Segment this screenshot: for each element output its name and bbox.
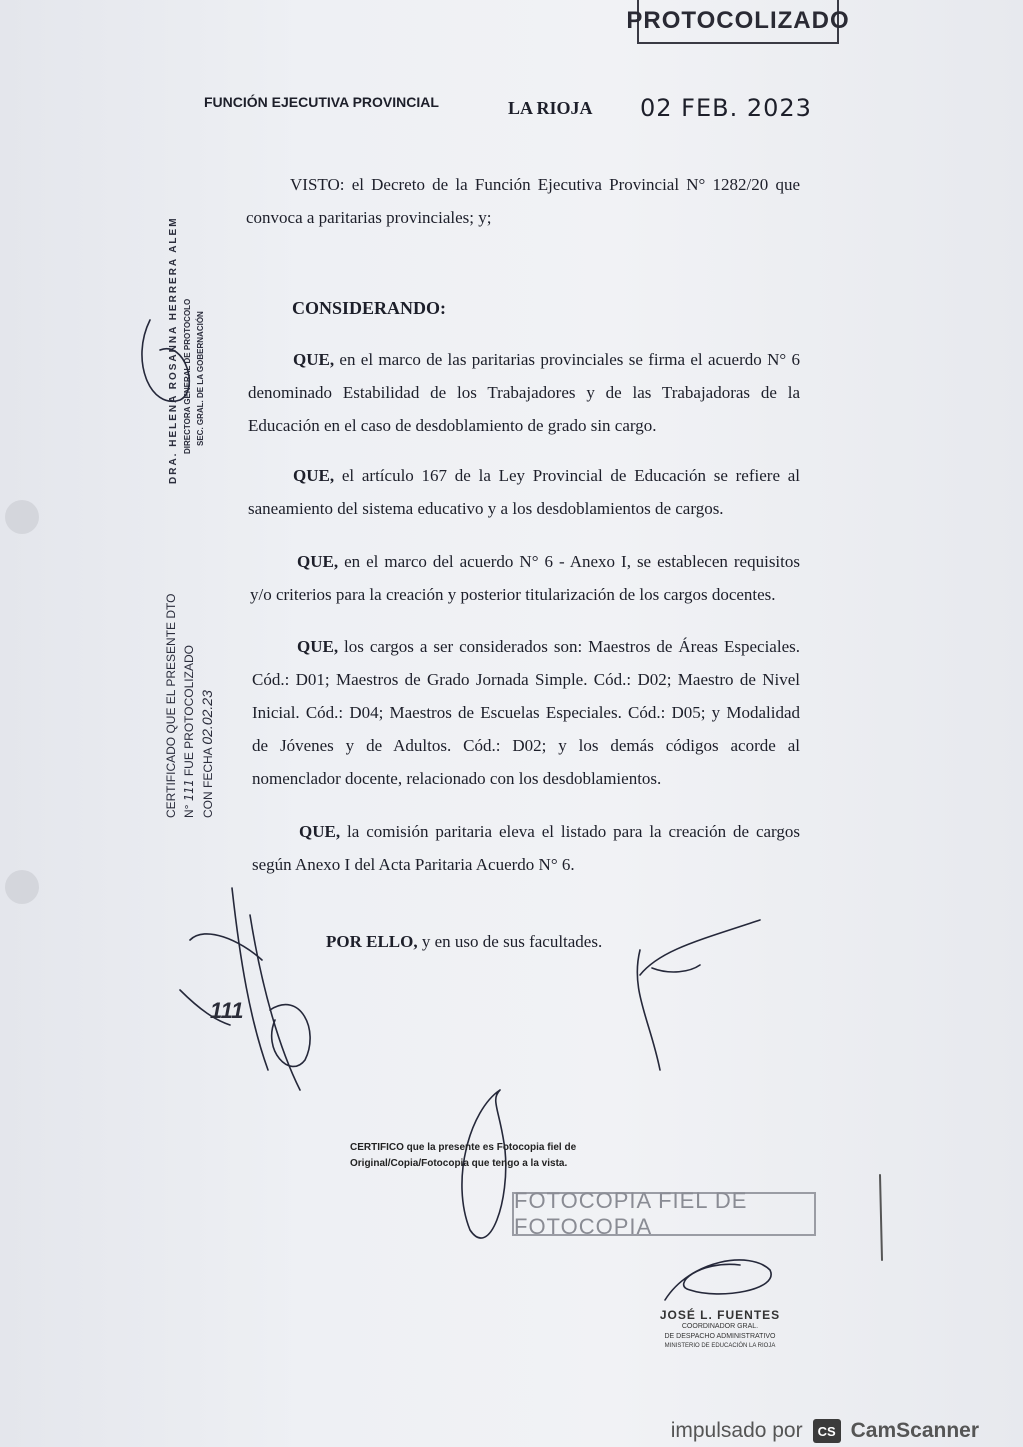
handwritten-number: 111 (210, 998, 244, 1023)
watermark-brand: CamScanner (850, 1419, 979, 1442)
camscanner-logo-icon: CS (813, 1419, 841, 1443)
signer-title3: MINISTERIO DE EDUCACIÓN LA RIOJA (664, 1343, 776, 1349)
right-signature-stroke (637, 950, 660, 1070)
certificado-stamp-line3: CON FECHA 02.02.23 (199, 690, 215, 818)
header-office: FUNCIÓN EJECUTIVA PROVINCIAL (204, 94, 439, 110)
header-city: LA RIOJA (508, 98, 593, 118)
signer-block (640, 1308, 800, 1351)
director-stamp-line1: DRA. HELENA ROSANNA HERRERA ALEM (168, 216, 179, 484)
watermark-text: impulsado por (670, 1419, 803, 1442)
considerando-heading: CONSIDERANDO: (292, 298, 447, 318)
que-paragraph-2: QUE, el artículo 167 de la Ley Provincial de Educación se refiere al saneamiento del sistema educativo y a los desdoblamientos de cargos. (248, 466, 801, 518)
que-paragraph-4: QUE, los cargos a ser considerados son: Maestros de Áreas Especiales. Cód.: D01; Maestros de Grado Jornada Simple. Cód.: D02; Maestro de Nivel Inicial. Cód.: D04; Maestros de Escuelas Especiales. Cód.: D05; y Modalidad de Jóvenes y de Adultos. Cód.: D02; y los demás códigos acorde al nomenclador docente, relacionado con los desdoblamientos. (252, 637, 800, 788)
visto-label: VISTO: (290, 175, 345, 194)
director-stamp-line2: DIRECTORA GENERAL DE PROTOCOLO (183, 298, 192, 454)
notary-certification-stamp: CERTIFICO que la presente es Fotocopia fiel de Original/Copia/Fotocopia que tengo a la vista. (350, 1142, 577, 1169)
certificado-stamp-line2: N° 111 FUE PROTOCOLIZADO (182, 645, 196, 818)
director-stamp-line3: SEC. GRAL. DE LA GOBERNACIÓN (196, 311, 205, 446)
director-signature (142, 320, 189, 401)
fotocopia-fiel-stamp: FOTOCOPIA FIEL DE FOTOCOPIA (512, 1192, 816, 1236)
camscanner-watermark (671, 1419, 979, 1443)
signer-title1: COORDINADOR GRAL. (681, 1323, 759, 1330)
visto-paragraph: VISTO: el Decreto de la Función Ejecutiva Provincial N° 1282/20 que convoca a paritarias provinciales; y; (246, 175, 801, 227)
que-paragraph-3: QUE, en el marco del acuerdo N° 6 - Anexo I, se establecen requisitos y/o criterios para la creación y posterior titularización de los cargos docentes. (250, 552, 800, 604)
signer-title2: DE DESPACHO ADMINISTRATIVO (664, 1333, 776, 1340)
que-paragraph-1: QUE, en el marco de las paritarias provinciales se firma el acuerdo N° 6 denominado Estabilidad de los Trabajadores y de las Trabajadoras de la Educación en el caso de desdoblamiento de grado sin cargo. (248, 350, 800, 435)
signer-signature (665, 1260, 771, 1300)
header-date: 02 FEB. 2023 (640, 94, 812, 122)
por-ello-paragraph: POR ELLO, y en uso de sus facultades. (326, 932, 603, 951)
certificado-stamp-line1: CERTIFICADO QUE EL PRESENTE DTO (164, 593, 178, 818)
protocolizado-stamp: PROTOCOLIZADO (637, 0, 839, 44)
signer-name: JOSÉ L. FUENTES (659, 1308, 781, 1322)
que-paragraph-5: QUE, la comisión paritaria eleva el listado para la creación de cargos según Anexo I del Acta Paritaria Acuerdo N° 6. (252, 822, 800, 874)
